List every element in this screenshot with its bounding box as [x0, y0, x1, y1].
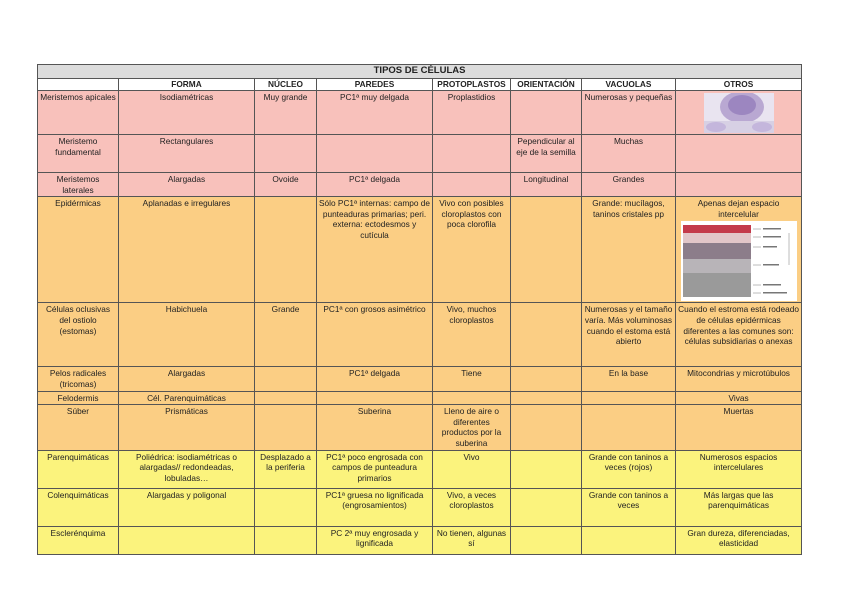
row-label [38, 450, 119, 488]
cell-vacuolas [582, 135, 676, 173]
cell-protoplastos [433, 450, 511, 488]
cell-text: Longitudinal [523, 174, 569, 184]
cell-protoplastos [433, 488, 511, 526]
table-row [38, 526, 802, 554]
cell-text: Vivas [728, 392, 749, 403]
cell-forma [119, 488, 255, 526]
column-header-protoplastos: PROTOPLASTOS [433, 79, 511, 91]
cell-otros [676, 173, 802, 197]
cell-text: Numerosas y pequeñas [584, 92, 673, 102]
cell-text: Mitocondrias y microtúbulos [687, 368, 790, 379]
cell-otros [676, 197, 802, 303]
row-label-text: Epidérmicas [55, 198, 101, 209]
cell-protoplastos [433, 135, 511, 173]
cell-text: Isodiamétricas [159, 92, 214, 102]
row-label-text: Parenquimáticas [47, 451, 109, 462]
cell-paredes [317, 405, 433, 450]
cell-text: Ovoide [272, 174, 299, 184]
table-row [38, 450, 802, 488]
cell-vacuolas [582, 173, 676, 197]
cell-orientacion [511, 197, 582, 303]
epidermis-diagram-image [681, 221, 797, 301]
cell-otros [676, 91, 802, 135]
cell-paredes [317, 197, 433, 303]
cell-forma [119, 173, 255, 197]
cell-paredes [317, 488, 433, 526]
cell-vacuolas [582, 197, 676, 303]
cell-nucleo [255, 526, 317, 554]
cell-text: PC1ª gruesa no lignificada (engrosamientos) [325, 489, 424, 511]
cell-otros [676, 135, 802, 173]
cell-text: En la base [608, 368, 649, 379]
row-label-text: Súber [66, 406, 90, 417]
cell-paredes [317, 450, 433, 488]
cell-protoplastos [433, 303, 511, 367]
row-label [38, 405, 119, 450]
cell-text: PC1ª poco engrosada con campos de punteadura primarios [326, 451, 423, 483]
cell-protoplastos [433, 367, 511, 391]
column-header-row [38, 79, 802, 91]
cell-paredes [317, 526, 433, 554]
cell-types-table [37, 64, 802, 555]
row-label [38, 173, 119, 197]
cell-vacuolas [582, 303, 676, 367]
cell-orientacion [511, 303, 582, 367]
cell-orientacion [511, 91, 582, 135]
cell-text: Poliédrica: isodiamétricas o alargadas// redondeadas, lobuladas… [136, 451, 237, 483]
cell-text: Rectangulares [159, 136, 214, 146]
cell-forma [119, 405, 255, 450]
cell-text: Tiene [461, 368, 482, 379]
cell-otros [676, 391, 802, 405]
cell-orientacion [511, 450, 582, 488]
cell-paredes [317, 391, 433, 405]
table-row [38, 391, 802, 405]
cell-protoplastos [433, 391, 511, 405]
row-label [38, 367, 119, 391]
cell-text: Grande con taninos a veces [588, 489, 669, 511]
cell-text: PC1ª delgada [348, 368, 401, 379]
cell-vacuolas [582, 488, 676, 526]
row-label [38, 135, 119, 173]
cell-text: Grande: mucílagos, taninos cristales pp [592, 198, 665, 219]
row-label [38, 303, 119, 367]
cell-otros [676, 488, 802, 526]
cell-text: Habichuela [165, 304, 208, 315]
cell-nucleo [255, 488, 317, 526]
column-header-vacuolas: VACUOLAS [582, 79, 676, 91]
row-label [38, 391, 119, 405]
row-label-text: Meristemo fundamental [55, 136, 101, 157]
cell-vacuolas [582, 391, 676, 405]
cell-vacuolas [582, 526, 676, 554]
cell-protoplastos [433, 197, 511, 303]
cell-forma [119, 367, 255, 391]
cell-nucleo [255, 450, 317, 488]
cell-text: Grande [271, 304, 300, 315]
table-row [38, 91, 802, 135]
cell-text: No tienen, algunas sí [436, 527, 507, 549]
cell-otros [676, 526, 802, 554]
cell-text: Vivo con posibles cloroplastos con poca clorofila [439, 198, 504, 230]
cell-text: Vivo [463, 451, 480, 462]
column-header-row-name [38, 79, 119, 91]
cell-text: Muchas [613, 136, 644, 146]
meristem-micrograph-image [704, 93, 774, 133]
cell-text: Prismáticas [165, 406, 208, 417]
cell-text: Gran dureza, diferenciadas, elasticidad [687, 527, 790, 549]
cell-otros [676, 450, 802, 488]
cell-nucleo [255, 303, 317, 367]
cell-orientacion [511, 391, 582, 405]
cell-paredes [317, 303, 433, 367]
cell-text: Sólo PC1ª internas: campo de punteaduras primarias; peri. externa: ectodesmos y cutícula [319, 198, 430, 241]
row-label-text: Pelos radicales (tricomas) [49, 368, 107, 390]
cell-text: Desplazado a la periferia [260, 451, 311, 473]
cell-vacuolas [582, 450, 676, 488]
cell-text: PC1ª muy delgada [339, 92, 410, 102]
cell-forma [119, 303, 255, 367]
cell-orientacion [511, 405, 582, 450]
cell-orientacion [511, 135, 582, 173]
cell-otros [676, 367, 802, 391]
cell-text: Pependicular al eje de la semilla [516, 136, 576, 157]
cell-otros [676, 303, 802, 367]
column-header-nucleo: NÚCLEO [255, 79, 317, 91]
cell-forma [119, 197, 255, 303]
row-label-text: Felodermis [57, 392, 99, 403]
column-header-paredes: PAREDES [317, 79, 433, 91]
cell-nucleo [255, 135, 317, 173]
cell-text: Alargadas [167, 174, 206, 184]
cell-paredes [317, 91, 433, 135]
cell-orientacion [511, 526, 582, 554]
column-header-forma: FORMA [119, 79, 255, 91]
row-label-text: Colenquimáticas [47, 489, 109, 500]
cell-text: Vivo, muchos cloroplastos [446, 304, 497, 326]
cell-text: Grande con taninos a veces (rojos) [588, 451, 669, 473]
table-row [38, 173, 802, 197]
cell-paredes [317, 135, 433, 173]
cell-vacuolas [582, 91, 676, 135]
cell-text: Muertas [723, 406, 754, 417]
cell-protoplastos [433, 526, 511, 554]
cell-text: Numerosas y el tamaño varía. Más voluminosas cuando el estoma está abierto [584, 304, 673, 347]
cell-text: Aplanadas e irregulares [142, 198, 231, 209]
cell-forma [119, 526, 255, 554]
cell-nucleo [255, 391, 317, 405]
cell-text: PC1ª con grosos asimétrico [323, 304, 426, 315]
cell-text: Apenas dejan espacio intercelular [697, 198, 780, 219]
cell-protoplastos [433, 405, 511, 450]
cell-forma [119, 391, 255, 405]
cell-paredes [317, 367, 433, 391]
table-row [38, 488, 802, 526]
row-label [38, 197, 119, 303]
cell-protoplastos [433, 173, 511, 197]
row-label-text: Meristemos apicales [40, 92, 116, 102]
cell-text: Suberina [357, 406, 392, 417]
cell-nucleo [255, 405, 317, 450]
row-label-text: Células oclusivas del ostiolo (estomas) [45, 304, 111, 336]
row-label [38, 526, 119, 554]
table-row [38, 367, 802, 391]
cell-text: Alargadas y poligonal [146, 489, 227, 500]
cell-vacuolas [582, 367, 676, 391]
table-row [38, 197, 802, 303]
cell-text: Vivo, a veces cloroplastos [446, 489, 497, 511]
cell-orientacion [511, 367, 582, 391]
cell-text: Cél. Parenquimáticas [147, 392, 226, 403]
cell-text: Proplastidios [447, 92, 496, 102]
table-title: TIPOS DE CÉLULAS [38, 65, 802, 79]
cell-text: Lleno de aire o diferentes productos por la suberina [441, 406, 502, 449]
table-body [38, 91, 802, 555]
cell-text: Alargadas [167, 368, 206, 379]
cell-text: Grandes [612, 174, 645, 184]
table-row [38, 405, 802, 450]
cell-paredes [317, 173, 433, 197]
row-label-text: Meristemos laterales [56, 174, 100, 195]
cell-nucleo [255, 367, 317, 391]
cell-text: Numerosos espacios intercelulares [699, 451, 778, 473]
column-header-otros: OTROS [676, 79, 802, 91]
cell-text: Cuando el estroma está rodeado de células epidérmicas diferentes a las comunes son: células subsidiarias o anexas [678, 304, 799, 347]
cell-protoplastos [433, 91, 511, 135]
cell-vacuolas [582, 405, 676, 450]
row-label [38, 91, 119, 135]
cell-text: Más largas que las parenquimáticas [703, 489, 774, 511]
cell-text: Muy grande [263, 92, 308, 102]
cell-text: PC 2ª muy engrosada y lignificada [330, 527, 419, 549]
cell-orientacion [511, 173, 582, 197]
cell-nucleo [255, 197, 317, 303]
row-label-text: Esclerénquima [50, 527, 106, 538]
row-label [38, 488, 119, 526]
cell-nucleo [255, 173, 317, 197]
cell-text: PC1ª delgada [348, 174, 401, 184]
cell-nucleo [255, 91, 317, 135]
cell-forma [119, 450, 255, 488]
cell-orientacion [511, 488, 582, 526]
table-row [38, 135, 802, 173]
table-row [38, 303, 802, 367]
cell-forma [119, 91, 255, 135]
column-header-orientacion: ORIENTACIÓN [511, 79, 582, 91]
cell-forma [119, 135, 255, 173]
cell-otros [676, 405, 802, 450]
